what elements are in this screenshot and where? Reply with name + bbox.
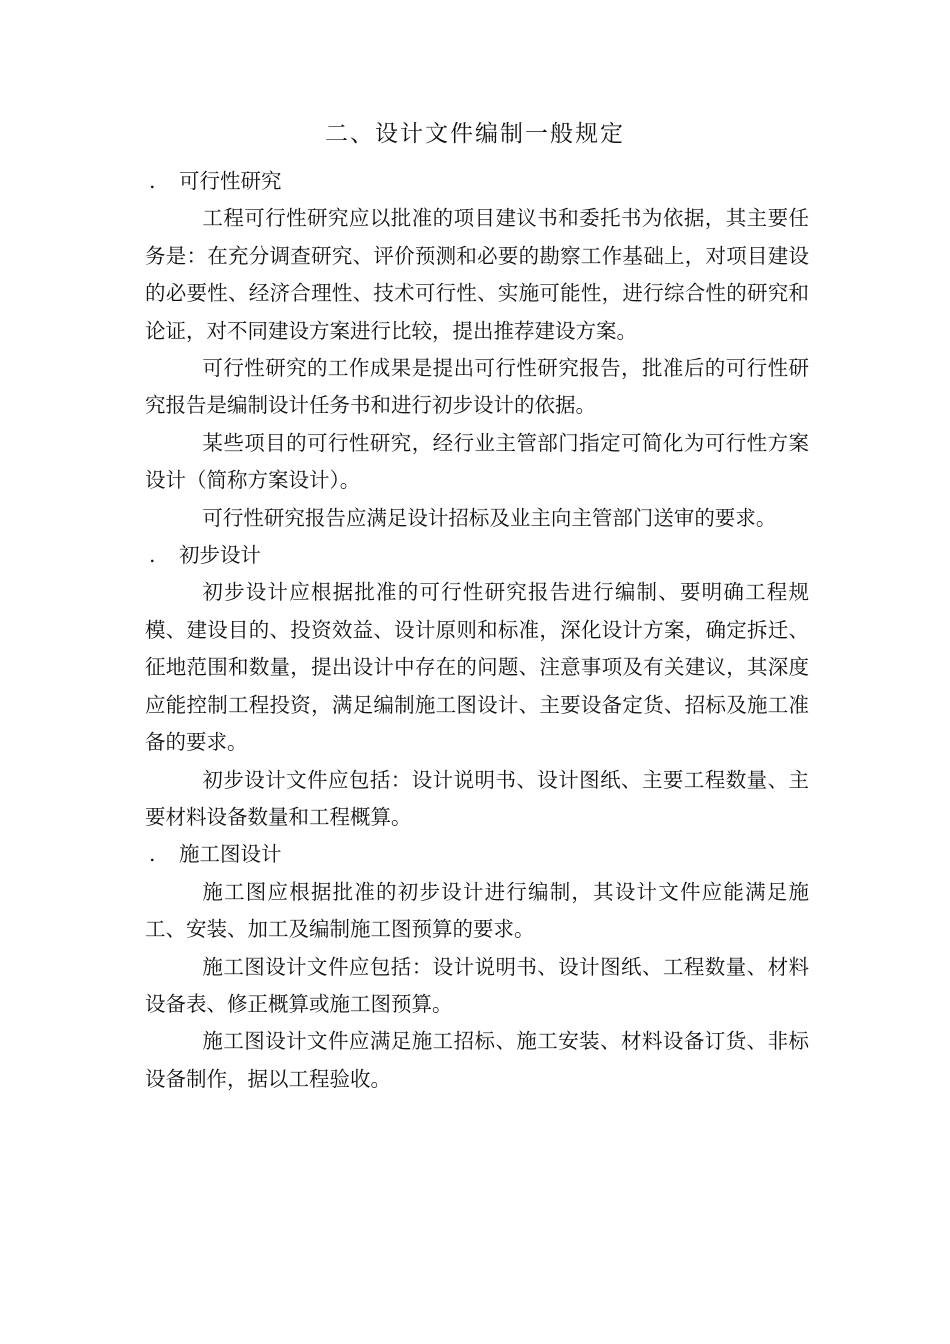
section-heading-preliminary-design bbox=[145, 537, 809, 574]
document-body bbox=[145, 163, 809, 1098]
section-heading-text: 可行性研究 bbox=[179, 169, 282, 193]
section-marker: . bbox=[149, 169, 156, 193]
section-heading-feasibility bbox=[145, 163, 809, 200]
paragraph: 初步设计文件应包括：设计说明书、设计图纸、主要工程数量、主要材料设备数量和工程概算。 bbox=[145, 767, 809, 829]
paragraph: 初步设计应根据批准的可行性研究报告进行编制、要明确工程规模、建设目的、投资效益、设计原则和标准，深化设计方案，确定拆迁、征地范围和数量，提出设计中存在的问题、注意事项及有关建议，其深度应能控制工程投资，满足编制施工图设计、主要设备定货、招标及施工准备的要求。 bbox=[145, 580, 809, 755]
section-heading-text: 初步设计 bbox=[179, 543, 261, 568]
page-title: 二、设计文件编制一般规定 bbox=[325, 121, 625, 147]
paragraph: 施工图设计文件应满足施工招标、施工安装、材料设备订货、非标设备制作，据以工程验收。 bbox=[145, 1029, 809, 1091]
paragraph: 施工图设计文件应包括：设计说明书、设计图纸、工程数量、材料设备表、修正概算或施工图预算。 bbox=[145, 954, 809, 1016]
paragraph: 施工图应根据批准的初步设计进行编制，其设计文件应能满足施工、安装、加工及编制施工图预算的要求。 bbox=[145, 879, 809, 942]
section-marker: . bbox=[149, 842, 156, 867]
paragraph: 工程可行性研究应以批准的项目建议书和委托书为依据，其主要任务是：在充分调查研究、评价预测和必要的勘察工作基础上，对项目建设的必要性、经济合理性、技术可行性、实施可能性，进行综合性的研究和论证，对不同建设方案进行比较，提出推荐建设方案。 bbox=[145, 206, 809, 343]
paragraph: 某些项目的可行性研究，经行业主管部门指定可简化为可行性方案设计（简称方案设计）。 bbox=[145, 430, 809, 493]
paragraph: 可行性研究报告应满足设计招标及业主向主管部门送审的要求。 bbox=[202, 505, 777, 530]
paragraph: 可行性研究的工作成果是提出可行性研究报告，批准后的可行性研究报告是编制设计任务书和进行初步设计的依据。 bbox=[145, 356, 809, 418]
section-heading-text: 施工图设计 bbox=[179, 842, 282, 867]
section-marker: . bbox=[149, 543, 156, 568]
section-heading-construction-drawing-design bbox=[145, 836, 809, 873]
